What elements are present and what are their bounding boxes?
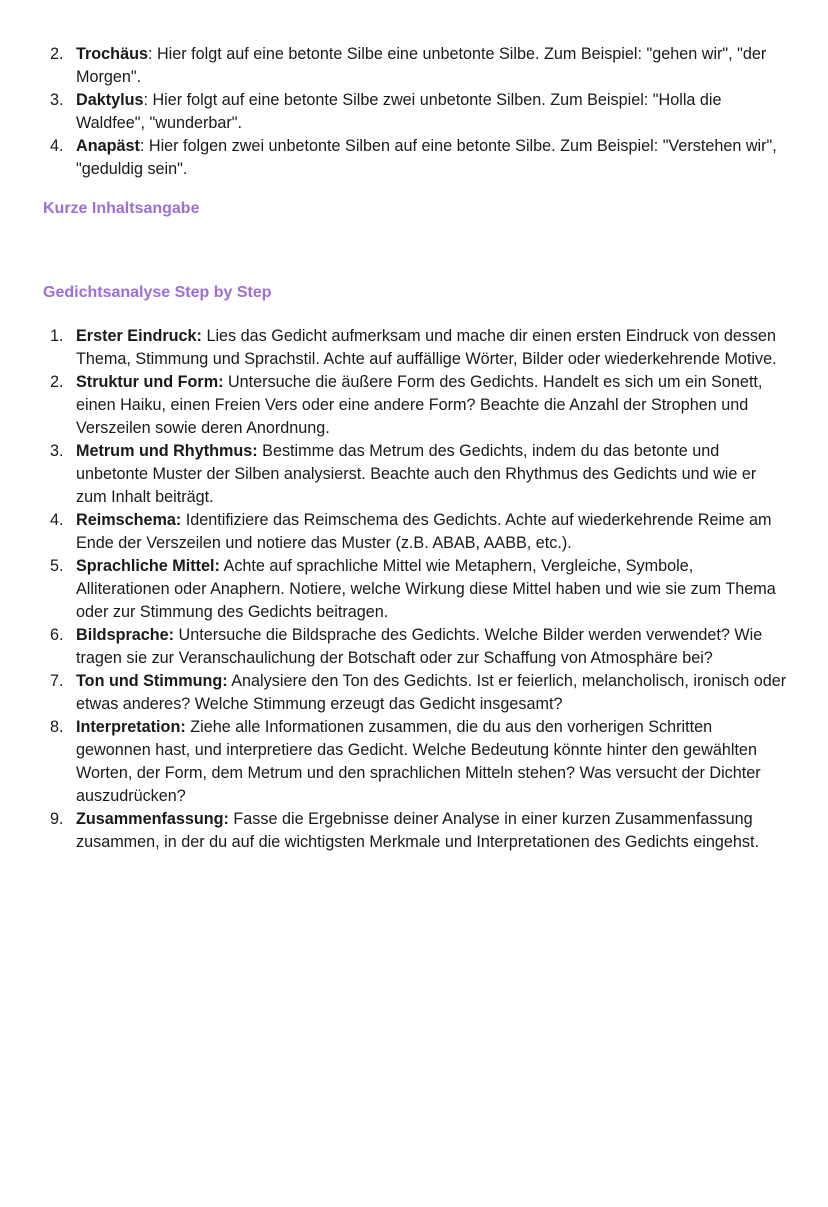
list-term-separator: : bbox=[139, 137, 145, 155]
list-number: 4. bbox=[50, 511, 64, 529]
list-number: 3. bbox=[50, 91, 64, 109]
list-item bbox=[0, 440, 828, 509]
list-item bbox=[0, 509, 828, 555]
list-term: Sprachliche Mittel: bbox=[76, 557, 220, 575]
list-text: Analysiere den Ton des Gedichts. Ist er feierlich, melancholisch, ironisch oder etwas anderes? Welche Stimmung erzeugt das Gedicht insgesamt? bbox=[76, 672, 787, 713]
list-text: Fasse die Ergebnisse deiner Analyse in einer kurzen Zusammenfassung zusammen, in der du auf die wichtigsten Merkmale und Interpretationen des Gedichts eingehst. bbox=[76, 810, 759, 851]
list-number: 2. bbox=[50, 45, 64, 63]
list-number: 9. bbox=[50, 810, 64, 828]
list-term: Metrum und Rhythmus: bbox=[76, 442, 258, 460]
list-text: Bestimme das Metrum des Gedichts, indem du das betonte und unbetonte Muster der Silben analysierst. Beachte auch den Rhythmus des Gedichts und wie er zum Inhalt beiträgt. bbox=[76, 442, 757, 506]
list-item bbox=[0, 325, 828, 371]
list-term: Zusammenfassung: bbox=[76, 810, 229, 828]
list-item bbox=[0, 624, 828, 670]
list-text: Ziehe alle Informationen zusammen, die du aus den vorherigen Schritten gewonnen hast, und interpretiere das Gedicht. Welche Bedeutung könnte hinter den gewählten Worten, der Form, dem Metrum und den sprachlichen Mitteln stehen? Was versucht der Dichter auszudrücken? bbox=[76, 718, 761, 805]
list-item bbox=[0, 89, 828, 135]
meter-types-list bbox=[0, 43, 828, 181]
list-text: Lies das Gedicht aufmerksam und mache dir einen ersten Eindruck von dessen Thema, Stimmung und Sprachstil. Achte auf auffällige Wörter, Bilder oder wiederkehrende Motive. bbox=[76, 327, 777, 368]
list-item bbox=[0, 716, 828, 808]
analysis-steps-list bbox=[0, 325, 828, 854]
list-number: 6. bbox=[50, 626, 64, 644]
list-text: Hier folgt auf eine betonte Silbe eine unbetonte Silbe. Zum Beispiel: "gehen wir", "der Morgen". bbox=[76, 45, 767, 86]
list-item bbox=[0, 135, 828, 181]
list-term: Reimschema: bbox=[76, 511, 182, 529]
list-number: 5. bbox=[50, 557, 64, 575]
list-text: Untersuche die Bildsprache des Gedichts. Welche Bilder werden verwendet? Wie tragen sie zur Veranschaulichung der Botschaft oder zur Schaffung von Atmosphäre bei? bbox=[76, 626, 763, 667]
list-term: Interpretation: bbox=[76, 718, 186, 736]
list-item bbox=[0, 371, 828, 440]
list-number: 7. bbox=[50, 672, 64, 690]
list-text: Untersuche die äußere Form des Gedichts. Handelt es sich um ein Sonett, einen Haiku, einen Freien Vers oder eine andere Form? Beachte die Anzahl der Strophen und Verszeilen sowie deren Anordnung. bbox=[76, 373, 763, 437]
list-item bbox=[0, 555, 828, 624]
list-number: 3. bbox=[50, 442, 64, 460]
summary-heading: Kurze Inhaltsangabe bbox=[43, 200, 200, 217]
list-item bbox=[0, 43, 828, 89]
list-term: Daktylus bbox=[76, 91, 144, 109]
list-term: Anapäst bbox=[76, 137, 140, 155]
list-term: Ton und Stimmung: bbox=[76, 672, 228, 690]
list-number: 2. bbox=[50, 373, 64, 391]
list-text: Hier folgen zwei unbetonte Silben auf eine betonte Silbe. Zum Beispiel: "Verstehen wir", "geduldig sein". bbox=[76, 137, 777, 178]
list-term: Trochäus bbox=[76, 45, 148, 63]
list-number: 4. bbox=[50, 137, 64, 155]
list-text: Achte auf sprachliche Mittel wie Metaphern, Vergleiche, Symbole, Alliterationen oder Anaphern. Notiere, welche Wirkung diese Mittel haben und wie sie zum Thema oder zur Stimmung des Gedichts beitragen. bbox=[76, 557, 776, 621]
list-item bbox=[0, 670, 828, 716]
list-term: Struktur und Form: bbox=[76, 373, 224, 391]
list-item bbox=[0, 808, 828, 854]
list-text: Hier folgt auf eine betonte Silbe zwei unbetonte Silben. Zum Beispiel: "Holla die Waldfee", "wunderbar". bbox=[76, 91, 722, 132]
list-term: Bildsprache: bbox=[76, 626, 175, 644]
steps-heading: Gedichtsanalyse Step by Step bbox=[43, 284, 272, 301]
list-number: 1. bbox=[50, 327, 64, 345]
list-term-separator: : bbox=[147, 45, 153, 63]
list-term: Erster Eindruck: bbox=[76, 327, 202, 345]
list-number: 8. bbox=[50, 718, 64, 736]
list-term-separator: : bbox=[143, 91, 148, 109]
list-text: Identifiziere das Reimschema des Gedichts. Achte auf wiederkehrende Reime am Ende der Verszeilen und notiere das Muster (z.B. ABAB, AABB, etc.). bbox=[76, 511, 772, 552]
